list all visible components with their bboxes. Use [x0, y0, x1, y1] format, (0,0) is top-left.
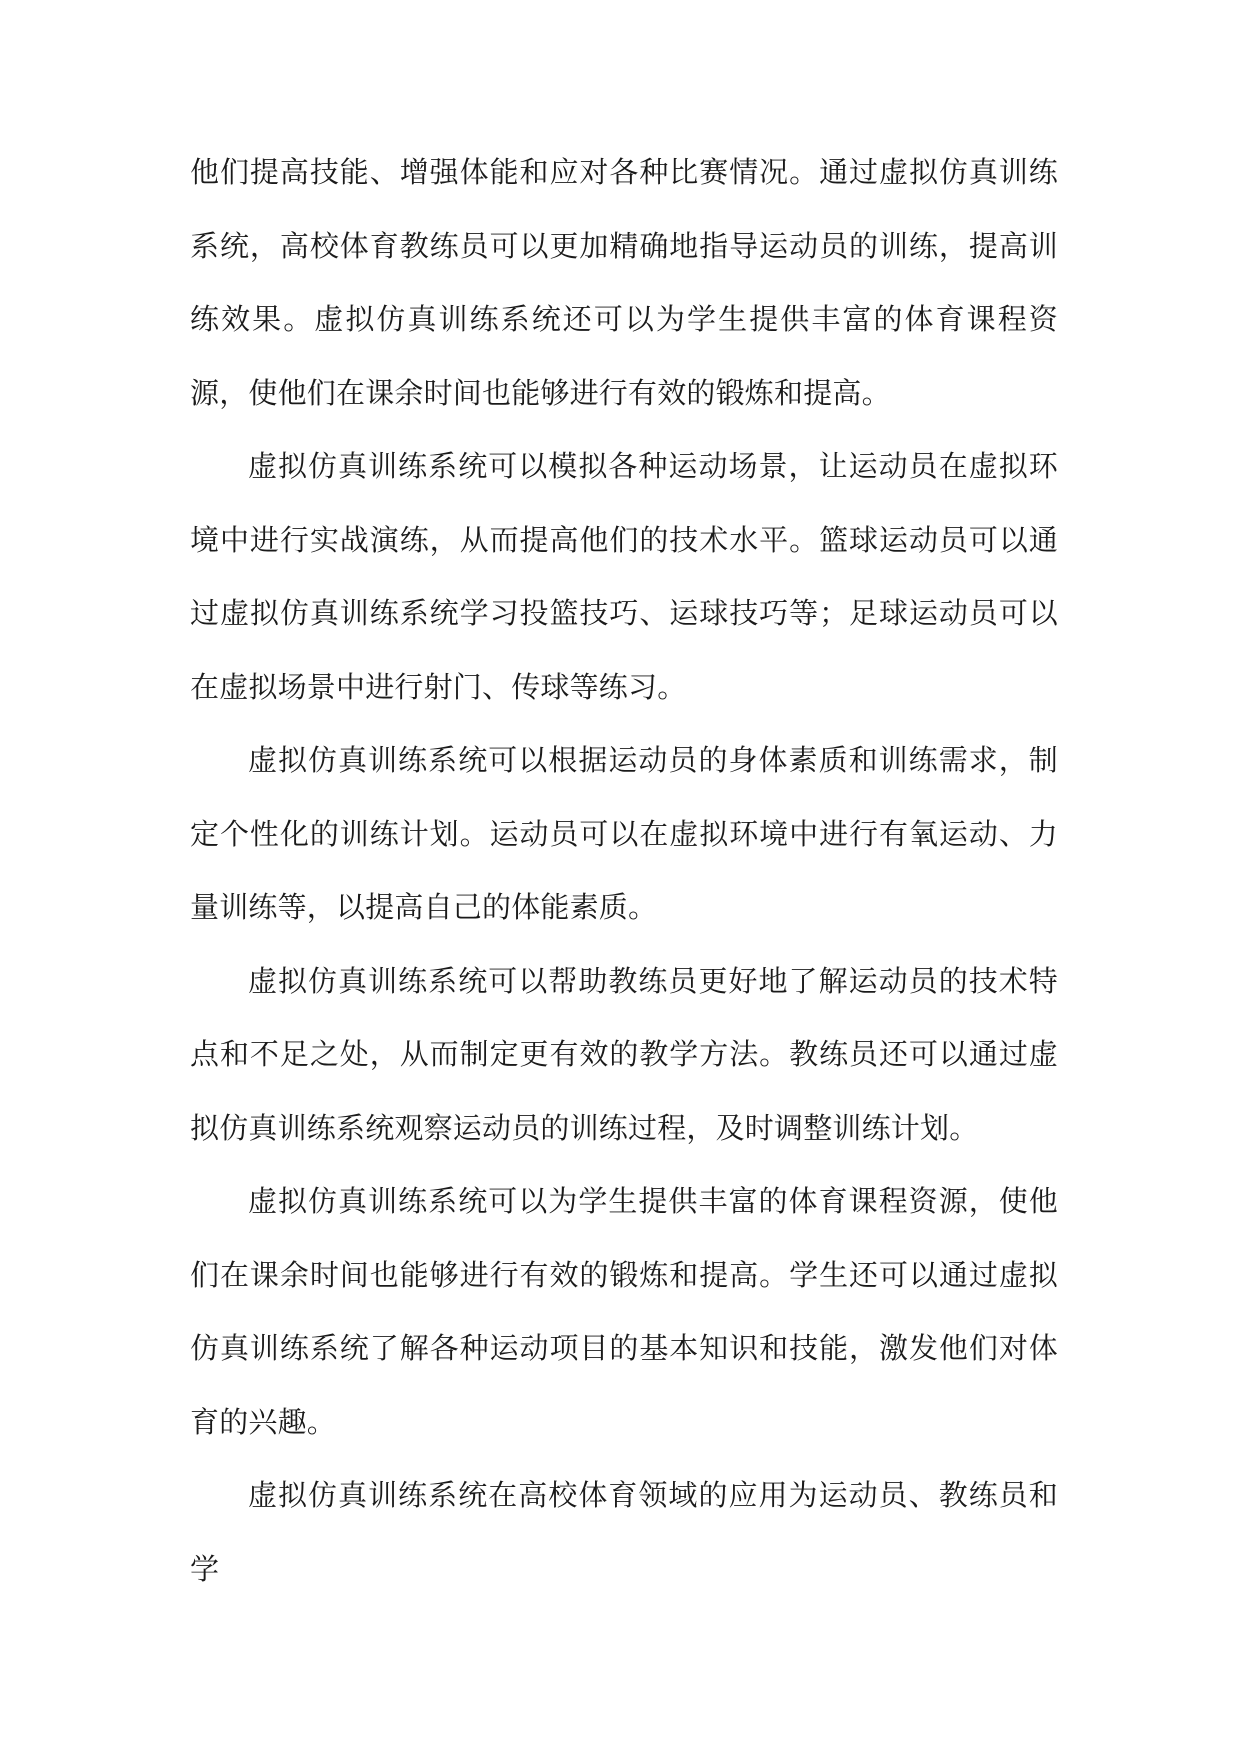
document-body	[190, 136, 1058, 1606]
paragraph-application-summary: 虚拟仿真训练系统在高校体育领域的应用为运动员、教练员和学	[190, 1478, 1058, 1586]
paragraph-simulation-scenes: 虚拟仿真训练系统可以模拟各种运动场景，让运动员在虚拟环境中进行实战演练，从而提高他们的技术水平。篮球运动员可以通过虚拟仿真训练系统学习投篮技巧、运球技巧等；足球运动员可以在虚拟场景中进行射门、传球等练习。	[190, 449, 1058, 704]
paragraph-continuation: 他们提高技能、增强体能和应对各种比赛情况。通过虚拟仿真训练系统，高校体育教练员可以更加精确地指导运动员的训练，提高训练效果。虚拟仿真训练系统还可以为学生提供丰富的体育课程资源，使他们在课余时间也能够进行有效的锻炼和提高。	[190, 155, 1058, 410]
paragraph-coach-insight: 虚拟仿真训练系统可以帮助教练员更好地了解运动员的技术特点和不足之处，从而制定更有效的教学方法。教练员还可以通过虚拟仿真训练系统观察运动员的训练过程，及时调整训练计划。	[190, 963, 1058, 1145]
paragraph-course-resources: 虚拟仿真训练系统可以为学生提供丰富的体育课程资源，使他们在课余时间也能够进行有效的锻炼和提高。学生还可以通过虚拟仿真训练系统了解各种运动项目的基本知识和技能，激发他们对体育的兴趣。	[190, 1184, 1058, 1439]
paragraph-personalized-plan: 虚拟仿真训练系统可以根据运动员的身体素质和训练需求，制定个性化的训练计划。运动员可以在虚拟环境中进行有氧运动、力量训练等，以提高自己的体能素质。	[190, 743, 1058, 924]
